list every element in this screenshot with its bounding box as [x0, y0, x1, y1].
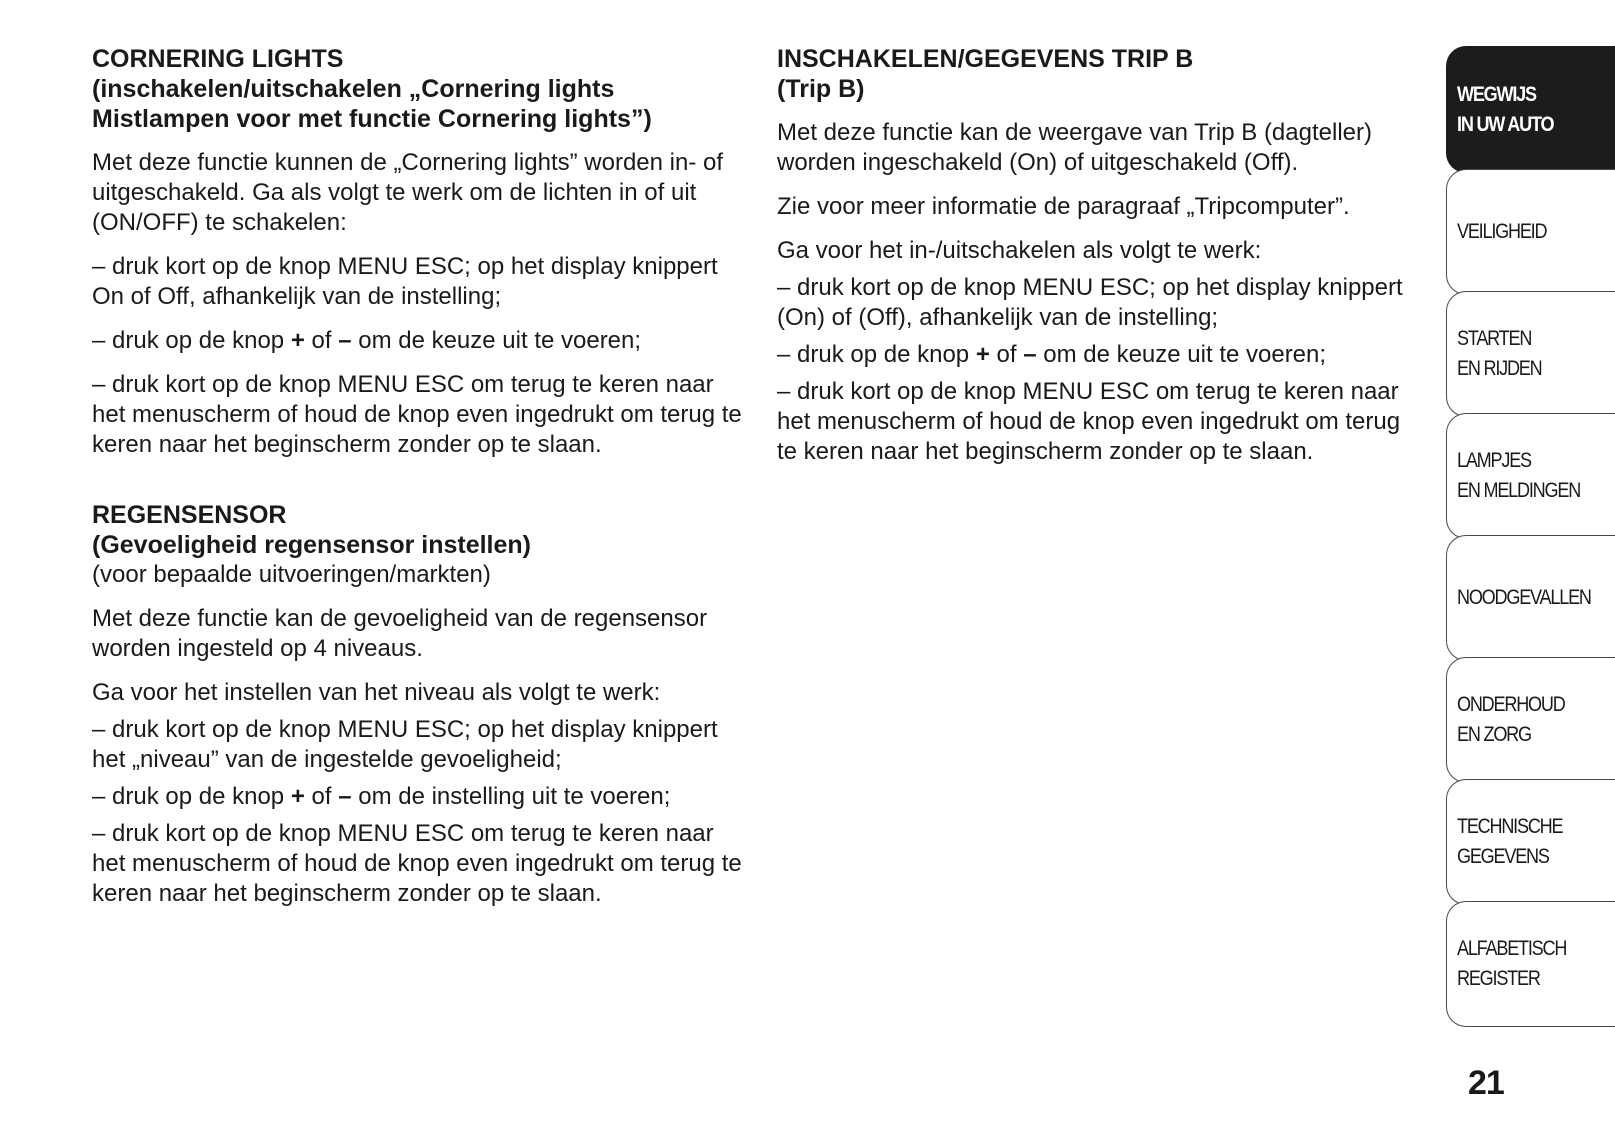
regensensor-step-2 — [92, 782, 742, 812]
regensensor-lead: Ga voor het instellen van het niveau als volgt te werk: — [92, 679, 661, 706]
tab-label: STARTEN EN RIJDEN — [1457, 327, 1542, 380]
tab-noodgevallen[interactable] — [1446, 535, 1615, 661]
tab-label: TECHNISCHE GEGEVENS — [1457, 815, 1563, 868]
chapter-tabs — [1446, 46, 1615, 1023]
trip-b-lead: Ga voor het in-/uitschakelen als volgt te werk: — [777, 237, 1262, 264]
plus-symbol: + — [290, 783, 305, 810]
plus-symbol: + — [975, 341, 990, 368]
trip-b-step-2 — [777, 340, 1417, 370]
section-subtitle-cornering-line1: (inschakelen/uitschakelen „Cornering lights — [92, 75, 615, 103]
tab-technische[interactable] — [1446, 779, 1615, 905]
tab-wegwijs[interactable] — [1446, 46, 1615, 173]
left-column — [92, 44, 742, 909]
trip-b-intro: Met deze functie kan de weergave van Trip B (dagteller) worden ingeschakeld (On) of uitgeschakeld (Off). — [777, 119, 1372, 176]
trip-b-step-3: – druk kort op de knop MENU ESC om terug te keren naar het menuscherm of houd de knop even ingedrukt om terug te keren naar het beginscherm zonder op te slaan. — [777, 378, 1401, 465]
step-text: om de keuze uit te voeren; — [351, 327, 642, 354]
section-note-regensensor: (voor bepaalde uitvoeringen/markten) — [92, 561, 491, 588]
regensensor-intro: Met deze functie kan de gevoeligheid van de regensensor worden ingesteld op 4 niveaus. — [92, 605, 708, 662]
cornering-intro: Met deze functie kunnen de „Cornering lights” worden in- of uitgeschakeld. Ga als volgt te werk om de lichten in of uit (ON/OFF) te schakelen: — [92, 149, 724, 236]
step-text: of — [304, 327, 339, 354]
section-title-regensensor: REGENSENSOR — [92, 501, 287, 529]
step-text: – druk op de knop — [777, 341, 976, 368]
tab-alfabetisch[interactable] — [1446, 901, 1615, 1027]
regensensor-step-1: – druk kort op de knop MENU ESC; op het display knippert het „niveau” van de ingestelde gevoeligheid; — [92, 716, 718, 773]
tab-onderhoud[interactable] — [1446, 657, 1615, 783]
section-subtitle-cornering-line2: Mistlampen voor met functie Cornering lights”) — [92, 105, 652, 133]
tab-veiligheid[interactable] — [1446, 169, 1615, 295]
right-column — [777, 44, 1417, 467]
plus-symbol: + — [290, 327, 305, 354]
step-text: om de instelling uit te voeren; — [351, 783, 671, 810]
trip-b-info: Zie voor meer informatie de paragraaf „Tripcomputer”. — [777, 193, 1350, 220]
tab-lampjes[interactable] — [1446, 413, 1615, 539]
tab-label: ONDERHOUD EN ZORG — [1457, 693, 1565, 746]
section-subtitle-regensensor: (Gevoeligheid regensensor instellen) — [92, 531, 532, 559]
section-title-cornering-lights: CORNERING LIGHTS — [92, 45, 344, 73]
tab-starten[interactable] — [1446, 291, 1615, 417]
cornering-step-2 — [92, 326, 742, 356]
section-title-trip-b: INSCHAKELEN/GEGEVENS TRIP B — [777, 45, 1194, 73]
minus-symbol: – — [338, 783, 352, 810]
trip-b-step-1: – druk kort op de knop MENU ESC; op het display knippert (On) of (Off), afhankelijk van de instelling; — [777, 274, 1403, 331]
cornering-step-1: – druk kort op de knop MENU ESC; op het display knippert On of Off, afhankelijk van de instelling; — [92, 253, 718, 310]
regensensor-step-3: – druk kort op de knop MENU ESC om terug te keren naar het menuscherm of houd de knop even ingedrukt om terug te keren naar het beginscherm zonder op te slaan. — [92, 820, 742, 907]
page-number: 21 — [1468, 1064, 1504, 1102]
section-subtitle-trip-b: (Trip B) — [777, 75, 865, 103]
step-text: of — [989, 341, 1024, 368]
tab-label: LAMPJES EN MELDINGEN — [1457, 449, 1581, 502]
step-text: – druk op de knop — [92, 327, 291, 354]
minus-symbol: – — [338, 327, 352, 354]
step-text: – druk op de knop — [92, 783, 291, 810]
cornering-step-3: – druk kort op de knop MENU ESC om terug te keren naar het menuscherm of houd de knop even ingedrukt om terug te keren naar het beginscherm zonder op te slaan. — [92, 371, 742, 458]
tab-label: ALFABETISCH REGISTER — [1457, 937, 1567, 990]
minus-symbol: – — [1023, 341, 1037, 368]
tab-label: WEGWIJS IN UW AUTO — [1457, 82, 1554, 136]
step-text: om de keuze uit te voeren; — [1036, 341, 1327, 368]
step-text: of — [304, 783, 339, 810]
tab-label: NOODGEVALLEN — [1457, 586, 1591, 609]
tab-label: VEILIGHEID — [1457, 220, 1547, 243]
